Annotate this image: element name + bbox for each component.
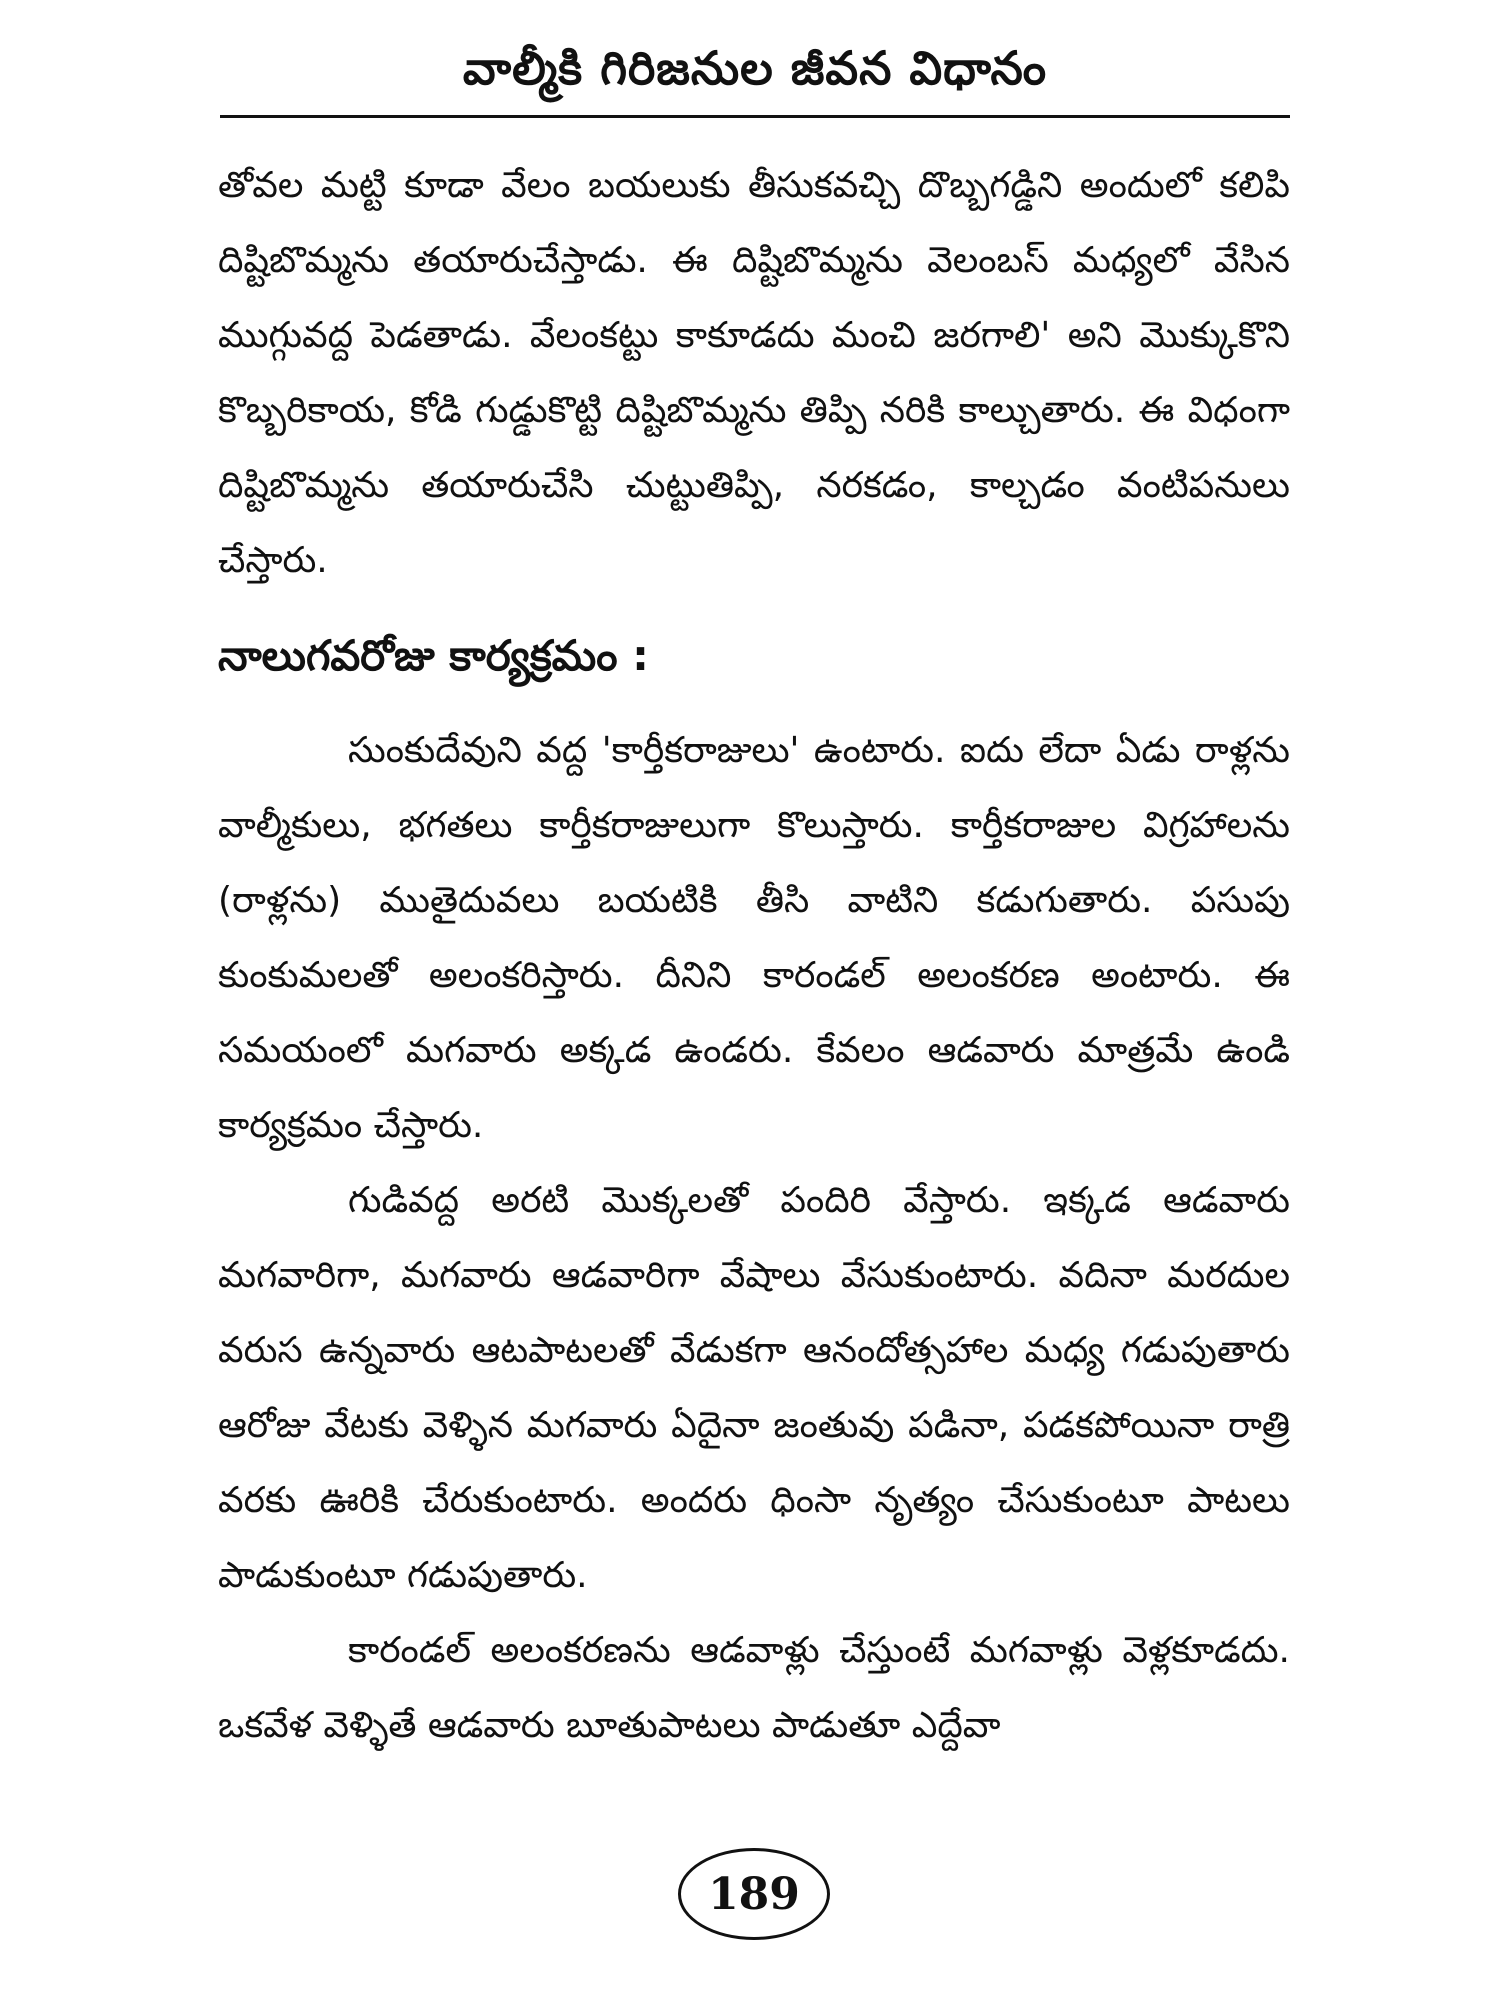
paragraph-1: తోవల మట్టి కూడా వేలం బయలుకు తీసుకవచ్చి దొబ్బగడ్డిని అందులో కలిపి దిష్టిబొమ్మను తయారుచేస్తాడు. ఈ దిష్టిబొమ్మను వెలంబస్ మధ్యలో వేసిన ముగ్గువద్ద పెడతాడు. వేలంకట్టు కాకూడదు మంచి జరగాలి' అని మొక్కుకొని కొబ్బరికాయ, కోడి గుడ్డుకొట్టి దిష్టిబొమ్మను తిప్పి నరికి కాల్చుతారు. ఈ విధంగా దిష్టిబొమ్మను తయారుచేసి చుట్టుతిప్పి, నరకడం, కాల్చడం వంటిపనులు చేస్తారు.: [218, 165, 1290, 581]
page-number-oval: [678, 1848, 830, 1940]
header-rule: [220, 115, 1290, 118]
page-header-title: వాల్మీకి గిరిజనుల జీవన విధానం: [462, 41, 1048, 95]
paragraph-4: కారండల్ అలంకరణను ఆడవాళ్లు చేస్తుంటే మగవాళ్లు వెళ్లకూడదు. ఒకవేళ వెళ్ళితే ఆడవారు బూతుపాటలు పాడుతూ ఎద్దేవా: [218, 1630, 1290, 1746]
page-body: [218, 148, 1290, 1763]
page-number: 189: [708, 1868, 800, 1920]
paragraph-2: సుంకుదేవుని వద్ద 'కార్తీకరాజులు' ఉంటారు. ఐదు లేదా ఏడు రాళ్లను వాల్మీకులు, భగతలు కార్తీకరాజులుగా కొలుస్తారు. కార్తీకరాజుల విగ్రహాలను (రాళ్లను) ముతైదువలు బయటికి తీసి వాటిని కడుగుతారు. పసుపు కుంకుమలతో అలంకరిస్తారు. దీనిని కారండల్ అలంకరణ అంటారు. ఈ సమయంలో మగవారు అక్కడ ఉండరు. కేవలం ఆడవారు మాత్రమే ఉండి కార్యక్రమం చేస్తారు.: [218, 730, 1290, 1146]
section-heading: నాలుగవరోజు కార్యక్రమం :: [218, 631, 649, 680]
paragraph-3: గుడివద్ద అరటి మొక్కలతో పందిరి వేస్తారు. ఇక్కడ ఆడవారు మగవారిగా, మగవారు ఆడవారిగా వేషాలు వేసుకుంటారు. వదినా మరదుల వరుస ఉన్నవారు ఆటపాటలతో వేడుకగా ఆనందోత్సహాల మధ్య గడుపుతారు ఆరోజు వేటకు వెళ్ళిన మగవారు ఏదైనా జంతువు పడినా, పడకపోయినా రాత్రి వరకు ఊరికి చేరుకుంటారు. అందరు ధింసా నృత్యం చేసుకుంటూ పాటలు పాడుకుంటూ గడుపుతారు.: [218, 1180, 1290, 1596]
